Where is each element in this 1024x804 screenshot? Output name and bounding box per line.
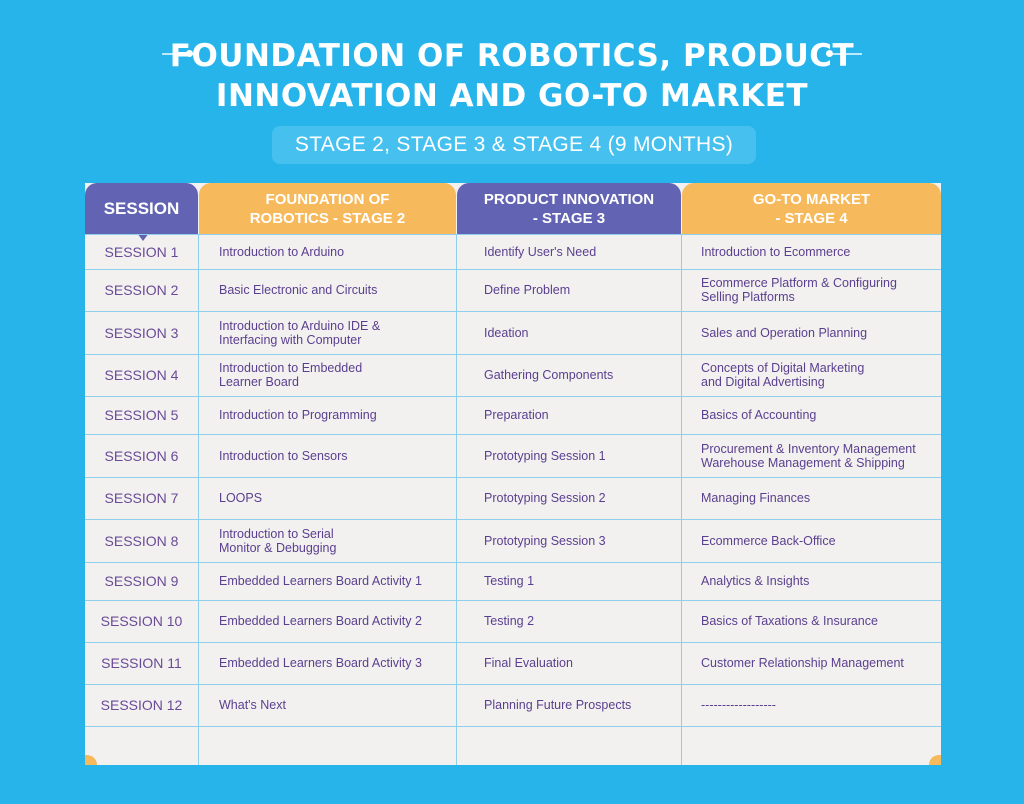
session-cell: SESSION 5	[104, 407, 179, 423]
stage2-cell: Embedded Learners Board Activity 1	[219, 574, 422, 588]
title-line-1: FOUNDATION OF ROBOTICS, PRODUCT	[169, 38, 855, 74]
subtitle-badge: STAGE 2, STAGE 3 & STAGE 4 (9 MONTHS)	[272, 126, 756, 164]
header-stage4	[682, 183, 941, 234]
stage3-cell: Prototyping Session 3	[484, 533, 606, 548]
stage2-cell: Embedded Learners Board Activity 3	[219, 656, 422, 670]
header-stage2-label: FOUNDATION OF ROBOTICS - STAGE 2	[249, 190, 406, 227]
stage3-cell: Preparation	[484, 408, 549, 422]
session-cell: SESSION 3	[104, 324, 179, 341]
stage2-cell: Introduction to Serial Monitor & Debugging	[219, 526, 337, 555]
stage4-cell: Analytics & Insights	[701, 574, 810, 588]
column-divider	[456, 234, 457, 765]
stage2-cell: What's Next	[219, 698, 286, 712]
header-session-label: SESSION	[103, 199, 180, 218]
stage2-cell: Introduction to Sensors	[219, 448, 348, 463]
stage4-cell: ------------------	[701, 698, 776, 712]
header-session	[85, 183, 198, 234]
session-cell: SESSION 10	[100, 613, 183, 629]
stage3-cell: Final Evaluation	[484, 656, 573, 670]
header-stage2	[199, 183, 456, 234]
session-cell: SESSION 9	[104, 573, 179, 589]
session-cell: SESSION 4	[104, 367, 179, 383]
stage3-cell: Testing 1	[484, 574, 535, 588]
stage2-cell: Introduction to Programming	[219, 408, 377, 422]
corner-accent-right	[929, 755, 941, 765]
stage2-cell: Introduction to Embedded Learner Board	[219, 361, 363, 389]
stage4-cell: Ecommerce Platform & Configuring Selling Platforms	[701, 276, 897, 304]
header-stage3-label: PRODUCT INNOVATION - STAGE 3	[483, 190, 655, 227]
stage4-cell: Sales and Operation Planning	[701, 325, 868, 340]
page-title	[0, 36, 1024, 116]
stage4-cell: Procurement & Inventory Management Warehouse Management & Shipping	[701, 441, 916, 470]
stage2-cell: Introduction to Arduino IDE & Interfacing with Computer	[219, 318, 381, 347]
header-stage4-label: GO-TO MARKET - STAGE 4	[752, 190, 871, 227]
session-cell: SESSION 7	[104, 490, 179, 506]
session-cell: SESSION 11	[101, 655, 182, 671]
session-cell: SESSION 12	[100, 697, 183, 713]
row-divider	[85, 726, 941, 727]
stage3-cell: Prototyping Session 1	[484, 448, 606, 463]
stage2-cell: LOOPS	[219, 491, 263, 505]
session-cell: SESSION 2	[104, 282, 179, 298]
corner-accent-left	[85, 755, 97, 765]
session-cell: SESSION 1	[104, 243, 179, 260]
stage4-cell: Managing Finances	[701, 491, 811, 505]
stage2-cell: Basic Electronic and Circuits	[219, 283, 378, 297]
stage3-cell: Identify User's Need	[484, 244, 597, 259]
stage3-cell: Planning Future Prospects	[484, 698, 632, 712]
session-cell: SESSION 6	[104, 447, 179, 464]
stage3-cell: Gathering Components	[484, 368, 614, 382]
session-cell: SESSION 8	[104, 532, 179, 549]
stage4-cell: Customer Relationship Management	[701, 656, 904, 670]
stage3-cell: Ideation	[484, 325, 529, 340]
title-line-2: INNOVATION AND GO-TO MARKET	[215, 78, 809, 114]
header-stage3	[457, 183, 681, 234]
stage4-cell: Concepts of Digital Marketing and Digital Advertising	[701, 361, 865, 389]
stage4-cell: Ecommerce Back-Office	[701, 533, 836, 548]
stage2-cell: Introduction to Arduino	[219, 244, 345, 259]
curriculum-table	[85, 183, 941, 765]
stage4-cell: Basics of Accounting	[701, 408, 817, 422]
stage2-cell: Embedded Learners Board Activity 2	[219, 614, 422, 628]
column-divider	[198, 234, 199, 765]
stage3-cell: Prototyping Session 2	[484, 491, 606, 505]
column-divider	[681, 234, 682, 765]
stage3-cell: Testing 2	[484, 614, 535, 628]
stage3-cell: Define Problem	[484, 283, 571, 297]
stage4-cell: Introduction to Ecommerce	[701, 244, 851, 259]
stage4-cell: Basics of Taxations & Insurance	[701, 614, 878, 628]
